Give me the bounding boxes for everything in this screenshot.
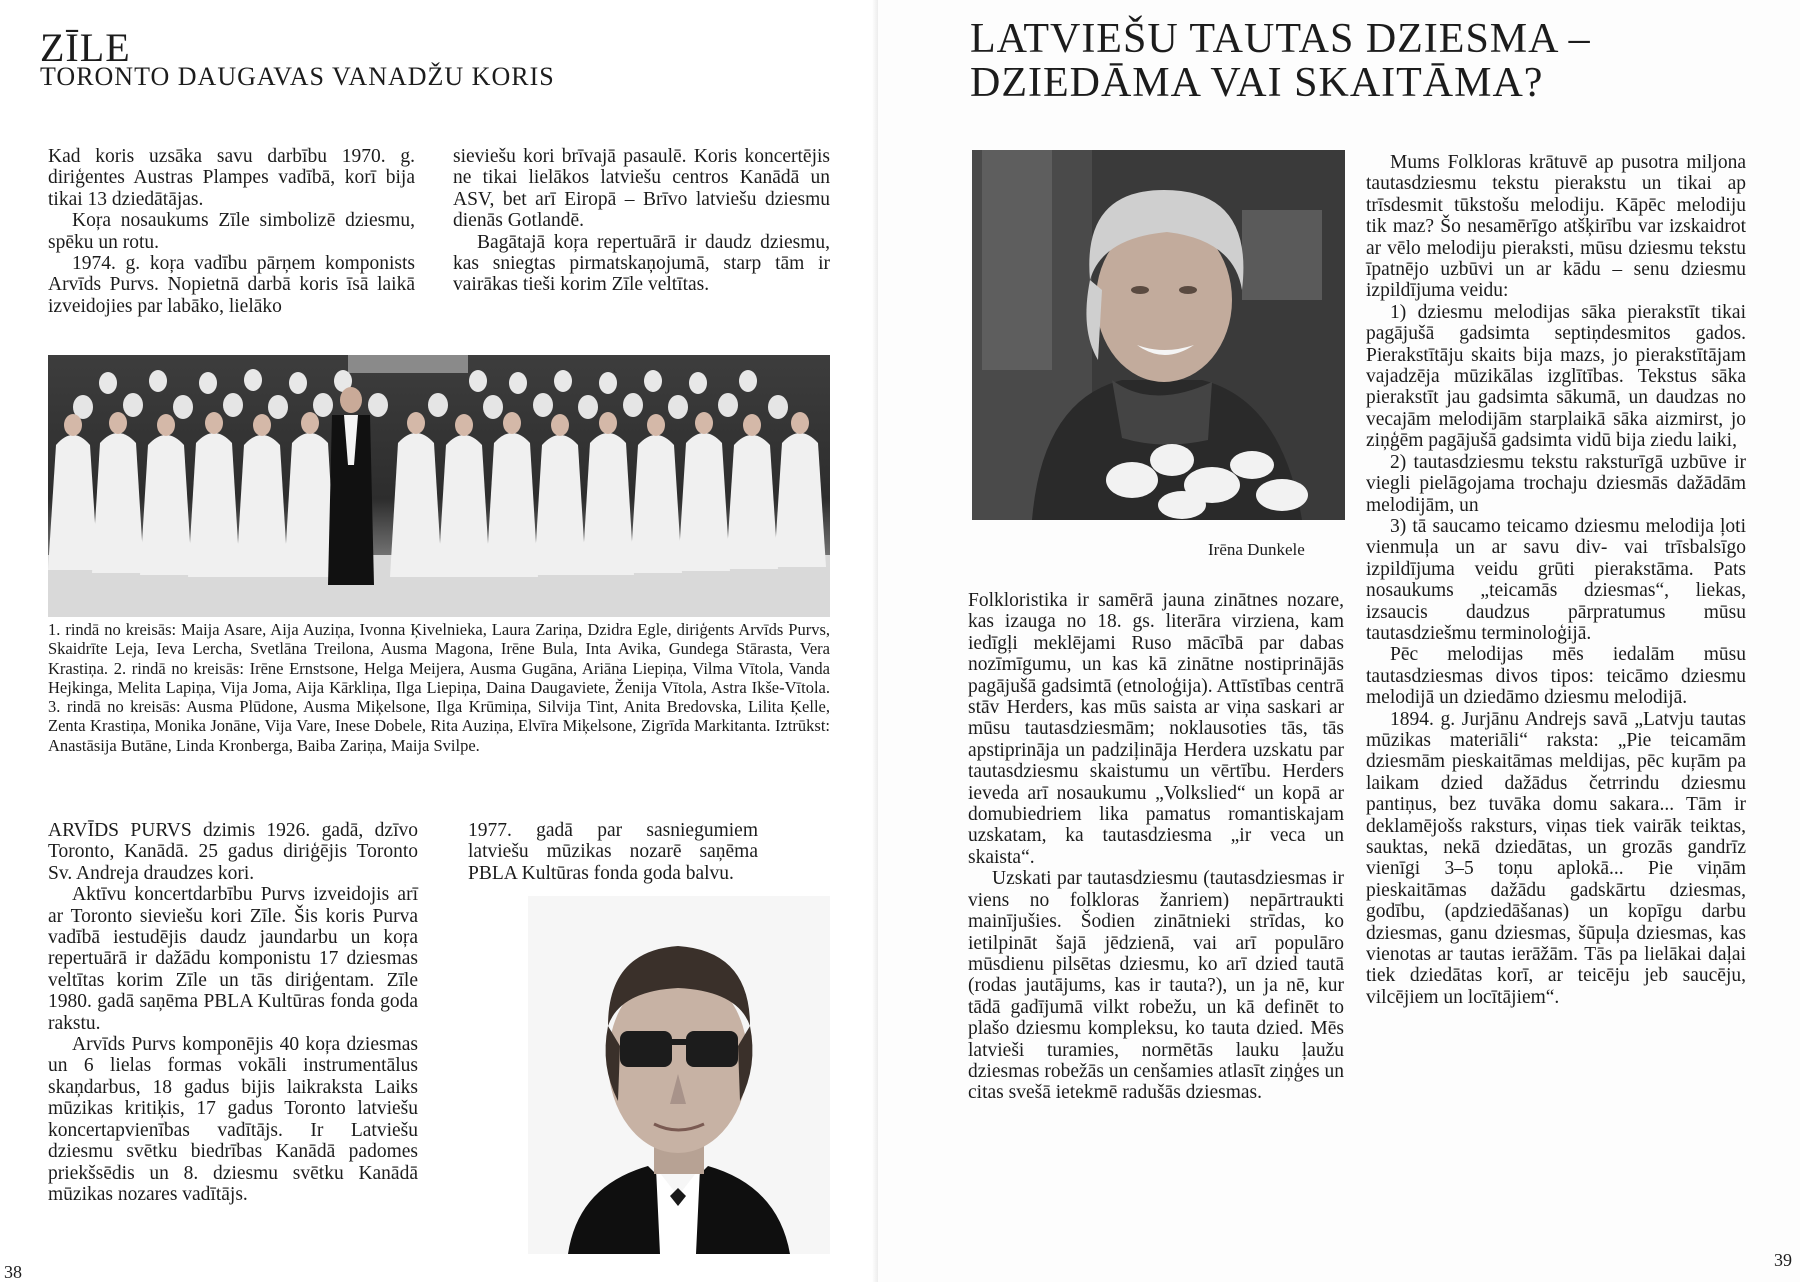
paragraph: 1894. g. Jurjānu Andrejs savā „Latvju tautas mūzikas materiāli“ raksta: „Pie teicamām dziesmām pieskaitāmas meldijas, pēc kuŗām pa laikam dzied dažādus četrrindu dziesmu pantiņus, bez tuvāka domu sakara... Tām ir deklamējošs raksturs, viņas tiek vairāk teiktas, sauktas, nekā dziedātas, un grozās gandrīz vienīgi 3–5 toņu aplokā... Pie viņām pieskaitāmas dažādu gadskārtu dziesmas, godību, (apdziedāšanas) un kopīgu darbu dziesmas, ganu dziesmas, šūpuļa dziesmas, kas vienotas ar tautas ierāžām. Tās pa lielākai daļai tiek dziedātas korī, ar teicēju jeb saucēju, vilcējiem un locītājiem“. (1366, 708, 1746, 1008)
paragraph: 1977. gadā par sasniegumiem latviešu mūzikas nozarē saņēma PBLA Kultūras fonda goda balvu. (468, 820, 758, 884)
left-page (0, 0, 878, 1282)
paragraph: Bagātajā koŗa repertuārā ir daudz dziesmu, kas sniegtas pirmatskaņojumā, starp tām ir vairākas tieši korim Zīle veltītas. (453, 231, 830, 296)
paragraph: Kad koris uzsāka savu darbību 1970. g. diriģentes Austras Plampes vadībā, korī bija tikai 13 dziedātājas. (48, 146, 415, 210)
paragraph: Uzskati par tautasdziesmu (tautasdziesmas ir viens no folkloras žanriem) nepārtraukti mainījušies. Šodien zinātnieki strīdas, ko ietilpināt šajā jēdzienā, vai arī populāro mūsdienu pilsētas dziesmu, ko arī dzied tautā (rodas jautājums, kas ir tauta?), un ja nē, kur tādā gadījumā vilkt robežu, un kā definēt to plašo dziesmu kompleksu, ko tauta dzied. Mēs latvieši turamies, normētās lauku ļaužu dziesmas robežās un cenšamies atlasīt ziņģes un citas svešā ietekmē radušās dziesmas. (968, 868, 1344, 1104)
left-page-title: ZĪLE (40, 25, 131, 70)
choir-photo-illustration (48, 355, 830, 617)
paragraph: Pēc melodijas mēs iedalām mūsu tautasdziesmas divos tipos: teicāmo dziesmu melodijā un dziedāmo dziesmu melodijā. (1366, 644, 1746, 709)
right-page (878, 0, 1800, 1282)
portrait-illustration (972, 150, 1345, 520)
bio-column-1 (48, 820, 418, 1205)
irena-dunkele-portrait (972, 150, 1345, 520)
paragraph: 2) tautasdziesmu tekstu raksturīgā uzbūve ir viegli pielāgojama trochaju dziesmās dažādām melodijām, un (1366, 451, 1746, 516)
portrait-caption: Irēna Dunkele (1208, 540, 1305, 559)
paragraph: sieviešu kori brīvajā pasaulē. Koris koncertējis ne tikai lielākos latviešu centros Kanādā un ASV, bet arī Eiropā – Brīvo latviešu dziesmu dienās Gotlandē. (453, 146, 830, 232)
paragraph: ARVĪDS PURVS dzimis 1926. gadā, dzīvo Toronto, Kanādā. 25 gadus diriģējis Toronto Sv. Andreja draudzes kori. (48, 820, 418, 884)
article-column-1 (968, 590, 1344, 1104)
intro-column-2 (453, 146, 830, 296)
page-number-left: 38 (4, 1262, 22, 1282)
arvids-purvs-portrait (528, 896, 830, 1254)
conductor-figure (328, 387, 374, 585)
page-number-right: 39 (1774, 1250, 1792, 1270)
choir-group-photo (48, 355, 830, 617)
right-page-title-line-1: LATVIEŠU TAUTAS DZIESMA – (970, 16, 1591, 62)
intro-column-1 (48, 146, 415, 317)
paragraph: Aktīvu koncertdarbību Purvs izveidojis arī ar Toronto sieviešu kori Zīle. Šis koris Purva vadībā iestudējis daudz jaundarbu un koŗa repertuārā ir dažādu komponistu 17 dziesmas veltītas korim Zīle un tās diriģentam. Zīle 1980. gadā saņēma PBLA Kultūras fonda goda rakstu. (48, 884, 418, 1034)
choir-photo-caption: 1. rindā no kreisās: Maija Asare, Aija Auziņa, Ivonna Ķivelnieka, Laura Zariņa, Dzidra Egle, diriģents Arvīds Purvs, Skaidrīte Leja, Ieva Lercha, Svetlāna Treilona, Ausma Magona, Irēne Bula, Inta Avika, Gundega Stārasta, Vera Krastiņa. 2. rindā no kreisās: Irēne Ernstsone, Helga Meijera, Ausma Gugāna, Ariāna Liepiņa, Vilma Vītola, Vanda Hejkinga, Melita Lapiņa, Vija Joma, Aija Kārkliņa, Ilga Liepiņa, Daina Daugaviete, Ženija Vītola, Astra Ikše-Vītola. 3. rindā no kreisās: Ausma Plūdone, Ausma Miķelsone, Ilga Krūmiņa, Silvija Tint, Anita Bredovska, Lilita Ķelle, Zenta Krastiņa, Monika Jonāne, Vija Vare, Inese Dobele, Rita Auziņa, Elvīra Miķelsone, Zigrīda Markitanta. Iztrūkst: Anastāsija Butāne, Linda Kronberga, Baiba Zariņa, Maija Svilpe. (48, 620, 830, 755)
paragraph: 1) dziesmu melodijas sāka pierakstīt tikai pagājušā gadsimta septiņdesmitos gados. Pierakstītāju skaits bija mazs, jo pierakstītājam vajadzēja mūzikālas izglītības. Tekstus sāka pierakstīt jau gadsimta sākumā, un daudzas no vecajām melodijām starplaikā sāka aizmirst, jo ziņģēm pagājušā gadsimta vidū bija ziedu laiki, (1366, 301, 1746, 452)
left-page-subtitle: TORONTO DAUGAVAS VANADŽU KORIS (40, 62, 555, 91)
paragraph: 3) tā saucamo teicamo dziesmu melodija ļoti vienmuļa un ar savu div- vai trīsbalsīgo izpildījuma veidu grūti pierakstāma. Pats nosaukums „teicamās dziesmas“, liekas, izsaucis daudzus pārpratumus mūsu tautasdziešmu terminoloģijā. (1366, 515, 1746, 644)
article-column-2 (1366, 152, 1746, 1008)
paragraph: 1974. g. koŗa vadību pārņem komponists Arvīds Purvs. Nopietnā darbā koris īsā laikā izveidojies par labāko, lielāko (48, 253, 415, 317)
paragraph: Arvīds Purvs komponējis 40 koŗa dziesmas un 6 lielas formas vokāli instrumentālus skaņdarbus, 18 gadus bijis laikraksta Laiks mūzikas kritiķis, 17 gadus Toronto latviešu koncertapvienības vadītājs. Ir Latviešu dziesmu svētku biedrības Kanādā padomes priekšsēdis un 8. dziesmu svētku Kanādā mūzikas nozares vadītājs. (48, 1034, 418, 1205)
paragraph: Folkloristika ir samērā jauna zinātnes nozare, kas izauga no 18. gs. literāra virziena, kam iedīgļi meklējami Ruso mācībā par dabas nozīmīgumu, un kas kā zinātne nostiprinājās pagājušā gadsimtā (etnoloģija). Attīstības centrā stāv Herders, kas mūs saista ar viņa saskari ar mūsu tautasdziesmām; noklausoties tās, tās apstiprināja un padziļināja Herdera uzskatu par tautasdziesmu skaistumu un vērtību. Herders ieveda arī nosaukumu „Volkslied“ un kopā ar domubiedriem lika pamatus romantiskajam uzskatam, ka tautasdziesma „ir veca un skaista“. (968, 590, 1344, 868)
portrait-illustration (528, 896, 830, 1254)
right-page-title-line-2: DZIEDĀMA VAI SKAITĀMA? (970, 60, 1544, 106)
paragraph: Mums Folkloras krātuvē ap pusotra miljona tautasdziesmu tekstu pierakstu un tikai ap trīsdesmit tūkstošu melodiju. Kāpēc melodiju tik maz? Šo nesamērīgo atšķirību var izskaidrot ar vēlo melodiju pieraksti, mūsu dziesmu tekstu īpatnējo uzbūvi un ar kādu – senu dziesmu izpildījuma veidu: (1366, 152, 1746, 302)
paragraph: Koŗa nosaukums Zīle simbolizē dziesmu, spēku un rotu. (48, 210, 415, 253)
bio-column-2 (468, 820, 758, 884)
